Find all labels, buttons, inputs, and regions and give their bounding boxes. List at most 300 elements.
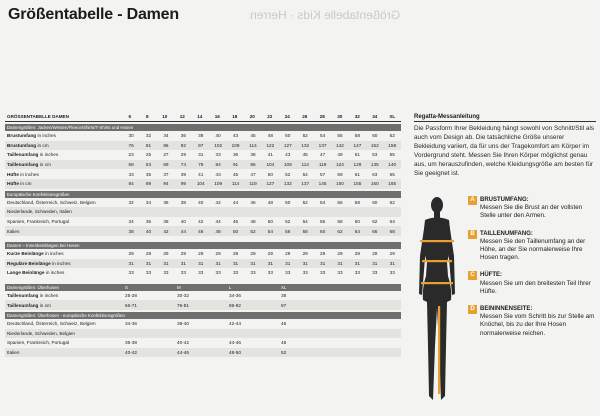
table-cell: 54 <box>302 219 308 225</box>
table-cell: 52 <box>302 133 308 139</box>
table-cell: 96 <box>250 162 256 168</box>
table-cell: 64 <box>389 219 395 225</box>
size-column-header: 10 <box>162 114 168 119</box>
row-label <box>5 251 122 256</box>
table-cell: 62 <box>389 133 395 139</box>
table-cell: 29 <box>128 251 134 257</box>
table-cell: 62 <box>337 228 343 234</box>
row-label-bold: Kurze Beinlänge <box>7 251 44 257</box>
table-cell: 33 <box>198 270 204 276</box>
table-cell: 48 <box>281 340 287 346</box>
size-column-header: XL <box>389 114 396 119</box>
table-cell: 50 <box>267 171 273 177</box>
table-cell: 48-50 <box>229 349 241 355</box>
table-cell: 48 <box>267 133 273 139</box>
table-cell: 31 <box>302 260 308 266</box>
table-cell: 31 <box>128 260 134 266</box>
legend-letter-badge: A <box>468 196 477 205</box>
legend-text: Messen Sie den Taillenumfang an der Höhe, an der Sie normalerweise Ihre Hosen tragen. <box>480 237 586 262</box>
size-column-header: 28 <box>319 114 325 119</box>
table-row <box>5 217 401 227</box>
table-cell: 66 <box>372 228 378 234</box>
table-row <box>5 249 401 259</box>
table-cell: 25-28 <box>125 293 137 299</box>
table-cell: 152 <box>370 142 379 148</box>
table-row <box>5 160 401 170</box>
table-cell: 44-46 <box>229 340 241 346</box>
row-label-unit: in cm <box>38 162 51 168</box>
legend-body <box>480 196 596 221</box>
row-label-bold: Hüfte <box>7 181 19 187</box>
table-cell: 29 <box>145 251 152 257</box>
table-cell: 30-32 <box>177 293 189 299</box>
row-label-bold: Reguläre Beinlänge <box>7 260 51 266</box>
table-row <box>5 329 401 339</box>
table-cell: 52 <box>302 199 308 205</box>
size-column-header: 8 <box>145 114 149 119</box>
legend-title: HÜFTE: <box>480 272 502 279</box>
legend-text: Messen Sie die Brust an der vollsten Stelle unter den Armen. <box>480 204 583 220</box>
table-cell: 33 <box>319 270 326 276</box>
table-cell: 32 <box>128 199 134 205</box>
table-cell: 137 <box>318 142 327 148</box>
row-label-bold: Lange Beinlänge <box>7 270 45 276</box>
legend-title: TAILLENUMFANG: <box>480 230 533 237</box>
section-body-measurements <box>5 131 401 189</box>
table-cell: 31 <box>163 260 169 266</box>
row-label-bold: Taillenumfang <box>7 293 39 299</box>
legend-item <box>468 271 596 296</box>
table-cell: 104 <box>196 181 205 187</box>
table-cell: 137 <box>301 181 310 187</box>
size-column-header: 26 <box>302 114 308 119</box>
table-cell: 43 <box>285 152 291 158</box>
table-cell: 54 <box>302 171 308 177</box>
table-cell: 124 <box>336 162 344 168</box>
table-cell: 79 <box>198 162 204 168</box>
table-cell: 31 <box>267 260 273 266</box>
table-cell: 155 <box>353 181 362 187</box>
table-cell: 33 <box>389 270 395 276</box>
table-cell: 48 <box>215 228 221 234</box>
row-label-unit: in inches <box>38 293 59 299</box>
table-cell: 97 <box>281 302 287 308</box>
table-cell: 38 <box>250 152 256 158</box>
table-cell: 29 <box>198 251 204 257</box>
table-cell: 36 <box>232 152 239 158</box>
table-row <box>5 348 401 358</box>
table-cell: 33 <box>232 270 239 276</box>
table-cell: 29 <box>180 152 186 158</box>
row-label <box>5 270 122 275</box>
row-label <box>5 152 122 157</box>
table-cell: 29 <box>337 251 343 257</box>
table-cell: 33 <box>180 270 186 276</box>
table-cell: 114 <box>249 142 257 148</box>
table-cell: 74 <box>180 162 186 168</box>
guide-title: Regatta-Messanleitung <box>414 114 480 120</box>
table-cell: 29 <box>267 251 273 257</box>
table-cell: 38 <box>281 293 287 299</box>
table-cell: 158 <box>388 142 397 148</box>
table-cell: 38-40 <box>177 321 189 327</box>
size-column-header: 30 <box>337 114 343 119</box>
table-cell: 36-38 <box>125 340 137 346</box>
legend-letter-badge: B <box>468 230 477 239</box>
table-cell: 89 <box>145 181 152 187</box>
table-row <box>5 226 401 236</box>
row-label: Spanien, Frankreich, Portugal <box>7 219 70 225</box>
table-cell: 43 <box>232 133 239 139</box>
guide-intro: Die Passform Ihrer Bekleidung hängt sowohl von Schnitt/Stil als auch vom Design ab. Die tatsächliche Größe unserer Bekleidung variiert, da für uns der Tragekomfort am Körper im Vordergrund steht. Messen Sie Ihren Körper möglichst genau aus, um herauszufinden, welche Kleidungsgröße am besten für Sie geeignet ist. <box>414 124 595 177</box>
table-row <box>5 207 401 217</box>
table-cell: 46 <box>281 321 287 327</box>
table-cell: 29 <box>163 251 169 257</box>
legend-body <box>480 305 596 338</box>
table-cell: 56 <box>337 133 343 139</box>
table-cell: 76-81 <box>177 302 189 308</box>
legend-item <box>468 196 596 221</box>
table-cell: 147 <box>353 142 362 148</box>
table-cell: 55 <box>389 152 395 158</box>
table-cell: 33 <box>372 270 378 276</box>
size-column-header: 18 <box>232 114 238 119</box>
table-cell: 48 <box>267 199 273 205</box>
table-cell: 38 <box>198 133 204 139</box>
measurement-legend <box>468 196 596 347</box>
section-bar-european: Europäische Konfektionsgrößen <box>5 191 401 198</box>
row-label-unit: in inches <box>36 133 56 139</box>
table-row <box>5 319 401 329</box>
table-row <box>5 179 401 189</box>
table-cell: 29 <box>232 251 239 257</box>
size-table <box>5 112 401 357</box>
row-label <box>5 162 122 167</box>
row-label-bold: Taillenumfang <box>7 302 39 308</box>
table-cell: 31 <box>389 260 395 266</box>
table-cell: 58 <box>354 199 361 205</box>
table-cell: 109 <box>231 142 240 148</box>
size-column-header: 12 <box>179 114 185 119</box>
table-cell: 33 <box>250 270 256 276</box>
table-cell: 165 <box>388 181 397 187</box>
table-header <box>5 112 401 122</box>
table-row <box>5 150 401 160</box>
table-cell: 23 <box>128 152 134 158</box>
table-cell: 50 <box>267 219 273 225</box>
legend-text: Messen Sie vom Schritt bis zur Stelle am Knöchel, bis zu der Ihre Hosen normalerweise reichen. <box>480 313 595 337</box>
size-column-header: 14 <box>197 114 203 119</box>
table-cell: 62 <box>389 199 395 205</box>
table-cell: 30 <box>128 133 134 139</box>
table-cell: 42 <box>163 228 169 234</box>
table-cell: 38 <box>128 228 134 234</box>
table-cell: 109 <box>214 181 223 187</box>
table-cell: 132 <box>283 181 292 187</box>
table-cell: 32 <box>145 133 152 139</box>
legend-title: BEININNENSEITE: <box>480 306 533 313</box>
table-cell: 64 <box>354 228 361 234</box>
legend-body <box>480 230 596 263</box>
row-label-unit: in inches <box>18 171 39 177</box>
section-bar-jackets: Damengrößen: Jacken/Westen/Fleece/Shirts/T-Shirts und Hosen <box>5 124 401 131</box>
table-cell: 50 <box>232 228 239 234</box>
row-label-unit: in inches <box>38 152 59 158</box>
table-cell: 104 <box>266 162 275 168</box>
table-cell: 84 <box>128 181 134 187</box>
table-row <box>5 169 401 179</box>
row-label: Deutschland, Österreich, Schweiz, Belgien <box>7 199 96 205</box>
table-cell: 60 <box>319 228 326 234</box>
table-cell: 132 <box>301 142 310 148</box>
table-cell: 31 <box>337 260 343 266</box>
table-cell: 33 <box>285 270 291 276</box>
table-cell: 40 <box>215 133 221 139</box>
table-cell: 31 <box>372 260 378 266</box>
table-cell: 91 <box>232 162 239 168</box>
table-cell: 42 <box>198 219 204 225</box>
table-cell: 39 <box>180 171 186 177</box>
bleed-through-text: Größentabelle Kids · Herren <box>250 8 401 22</box>
table-cell: 45 <box>302 152 308 158</box>
table-cell: 114 <box>231 181 240 187</box>
table-cell: 56 <box>337 199 343 205</box>
row-label-unit: in cm <box>38 302 51 308</box>
table-cell: 41 <box>267 152 273 158</box>
table-cell: 58 <box>128 162 134 168</box>
table-cell: 33 <box>163 270 169 276</box>
table-cell: 34 <box>128 219 134 225</box>
table-cell: 94 <box>163 181 169 187</box>
table-cell: 46 <box>198 228 204 234</box>
table-row <box>5 141 401 151</box>
table-cell: 33 <box>145 270 152 276</box>
row-label <box>5 261 122 266</box>
table-cell: 34-36 <box>125 321 137 327</box>
table-cell: 31 <box>285 260 291 266</box>
table-row <box>5 291 401 301</box>
table-cell: 41 <box>198 171 204 177</box>
table-cell: 31 <box>232 260 239 266</box>
table-cell: 44 <box>215 219 221 225</box>
table-cell: 40-42 <box>177 340 189 346</box>
table-cell: 40 <box>198 199 204 205</box>
legend-title: BRUSTUMFANG: <box>480 197 529 203</box>
table-cell: 45 <box>250 133 256 139</box>
row-label <box>5 293 123 298</box>
table-cell: 86-92 <box>229 302 241 308</box>
table-cell: 129 <box>353 162 362 168</box>
overtrouser-size-header: XL <box>281 284 287 290</box>
table-cell: 31 <box>354 260 361 266</box>
table-cell: 29 <box>372 251 378 257</box>
table-cell: 142 <box>336 142 344 148</box>
table-cell: 59 <box>337 171 343 177</box>
table-cell: 56 <box>319 219 326 225</box>
section-body-inseam <box>5 249 401 278</box>
table-row <box>5 338 401 348</box>
table-cell: 99 <box>180 181 186 187</box>
measuring-guide <box>414 112 596 178</box>
table-cell: 25 <box>145 152 152 158</box>
table-head-label: GRÖSSENTABELLE DAMEN <box>7 114 69 119</box>
table-cell: 127 <box>266 181 275 187</box>
table-cell: 62 <box>372 219 378 225</box>
body-silhouette <box>417 196 457 410</box>
table-cell: 46 <box>250 199 256 205</box>
table-cell: 127 <box>283 142 292 148</box>
section-body-european <box>5 198 401 236</box>
table-cell: 54 <box>319 133 326 139</box>
table-cell: 44 <box>180 228 186 234</box>
table-cell: 29 <box>302 251 308 257</box>
table-row <box>5 131 401 141</box>
table-cell: 44-46 <box>177 349 189 355</box>
row-label <box>5 303 123 308</box>
legend-item <box>468 305 596 338</box>
table-cell: 119 <box>318 162 327 168</box>
legend-item <box>468 230 596 263</box>
row-label <box>5 172 122 177</box>
table-cell: 42 <box>215 199 221 205</box>
table-cell: 45 <box>232 171 239 177</box>
row-label-unit: in inches <box>50 260 71 266</box>
table-cell: 63 <box>372 171 378 177</box>
table-cell: 47 <box>319 152 326 158</box>
row-label-bold: Hüfte <box>7 171 19 177</box>
row-label-unit: in cm <box>18 181 32 187</box>
table-cell: 38 <box>163 219 169 225</box>
table-cell: 43 <box>215 171 221 177</box>
section-bar-inseam: Damen – Innenbeinlängen bei Hosen <box>5 242 401 249</box>
table-cell: 33 <box>302 270 308 276</box>
table-cell: 135 <box>370 162 379 168</box>
table-cell: 31 <box>145 260 152 266</box>
table-cell: 44 <box>232 199 239 205</box>
row-label: Niederlande, Schweden, Italien <box>7 209 72 215</box>
table-cell: 81 <box>145 142 152 148</box>
table-cell: 33 <box>128 270 134 276</box>
legend-letter-badge: D <box>468 305 477 314</box>
table-cell: 33 <box>267 270 273 276</box>
table-cell: 66-71 <box>125 302 137 308</box>
row-label-unit: in inches <box>44 270 65 276</box>
table-cell: 31 <box>215 260 221 266</box>
table-cell: 92 <box>180 142 186 148</box>
table-cell: 54 <box>267 228 273 234</box>
table-row <box>5 268 401 278</box>
section-body-overtrousers-eu <box>5 319 401 357</box>
table-cell: 29 <box>250 251 256 257</box>
table-cell: 31 <box>319 260 326 266</box>
row-label: Deutschland, Österreich, Schweiz, Belgien <box>7 321 96 327</box>
table-cell: 69 <box>163 162 169 168</box>
table-cell: 42-44 <box>229 321 241 327</box>
row-label-bold: Taillenumfang <box>7 162 39 168</box>
overtrouser-size-header: M <box>177 284 181 290</box>
size-column-header: 34 <box>372 114 378 119</box>
table-cell: 29 <box>354 251 361 257</box>
row-label <box>5 133 122 138</box>
row-label-bold: Brustumfang <box>7 133 37 139</box>
table-cell: 50 <box>285 133 291 139</box>
row-label-bold: Taillenumfang <box>7 152 39 158</box>
table-cell: 52 <box>281 349 287 355</box>
table-cell: 119 <box>249 181 257 187</box>
table-cell: 33 <box>215 270 221 276</box>
table-cell: 40 <box>145 228 152 234</box>
table-cell: 29 <box>285 251 291 257</box>
table-cell: 84 <box>215 162 221 168</box>
table-cell: 33 <box>354 270 361 276</box>
table-cell: 60 <box>354 219 361 225</box>
table-cell: 47 <box>250 171 256 177</box>
table-cell: 160 <box>370 181 379 187</box>
table-cell: 36 <box>163 199 169 205</box>
table-cell: 140 <box>388 162 397 168</box>
section-bar-overtrousers <box>5 284 401 291</box>
table-cell: 34 <box>145 199 152 205</box>
row-label-unit: in inches <box>43 251 64 257</box>
table-cell: 29 <box>215 251 221 257</box>
table-cell: 33 <box>128 171 134 177</box>
size-column-header: 32 <box>354 114 360 119</box>
table-cell: 37 <box>163 171 169 177</box>
section-bar-overtrousers-eu: Damengrößen: Überhosen - europäische Konfektionsgrößen <box>5 312 401 319</box>
legend-text: Messen Sie um den breitesten Teil Ihrer Hüfte. <box>480 279 591 295</box>
row-label: Italien <box>7 228 20 234</box>
row-label-bold: Brustumfang <box>7 142 37 148</box>
table-cell: 31 <box>180 260 186 266</box>
table-row <box>5 198 401 208</box>
table-cell: 40-42 <box>125 349 137 355</box>
overtrouser-size-header: S <box>125 284 128 290</box>
table-cell: 40 <box>180 219 186 225</box>
table-cell: 36 <box>145 219 152 225</box>
table-cell: 36 <box>180 133 186 139</box>
table-cell: 56 <box>285 228 291 234</box>
table-cell: 58 <box>302 228 308 234</box>
table-cell: 57 <box>319 171 326 177</box>
table-cell: 35 <box>145 171 152 177</box>
overtrouser-size-header: L <box>229 284 232 290</box>
table-cell: 58 <box>354 133 361 139</box>
table-cell: 63 <box>145 162 152 168</box>
table-cell: 27 <box>163 152 169 158</box>
table-cell: 31 <box>198 260 204 266</box>
table-cell: 76 <box>128 142 134 148</box>
table-cell: 49 <box>337 152 343 158</box>
table-cell: 46 <box>232 219 239 225</box>
table-cell: 122 <box>266 142 275 148</box>
table-cell: 48 <box>250 219 256 225</box>
size-column-header: 20 <box>249 114 255 119</box>
table-cell: 33 <box>215 152 221 158</box>
table-cell: 58 <box>337 219 343 225</box>
table-cell: 145 <box>318 181 327 187</box>
table-cell: 53 <box>372 152 378 158</box>
table-cell: 31 <box>250 260 256 266</box>
size-column-header: 22 <box>267 114 273 119</box>
table-cell: 33 <box>337 270 343 276</box>
guide-divider <box>414 121 596 122</box>
table-cell: 86 <box>163 142 169 148</box>
table-cell: 52 <box>285 219 291 225</box>
row-label-unit: in cm <box>36 142 49 148</box>
table-cell: 29 <box>389 251 395 257</box>
table-cell: 102 <box>214 142 223 148</box>
row-label: Spanien, Frankreich, Portugal <box>7 340 70 346</box>
